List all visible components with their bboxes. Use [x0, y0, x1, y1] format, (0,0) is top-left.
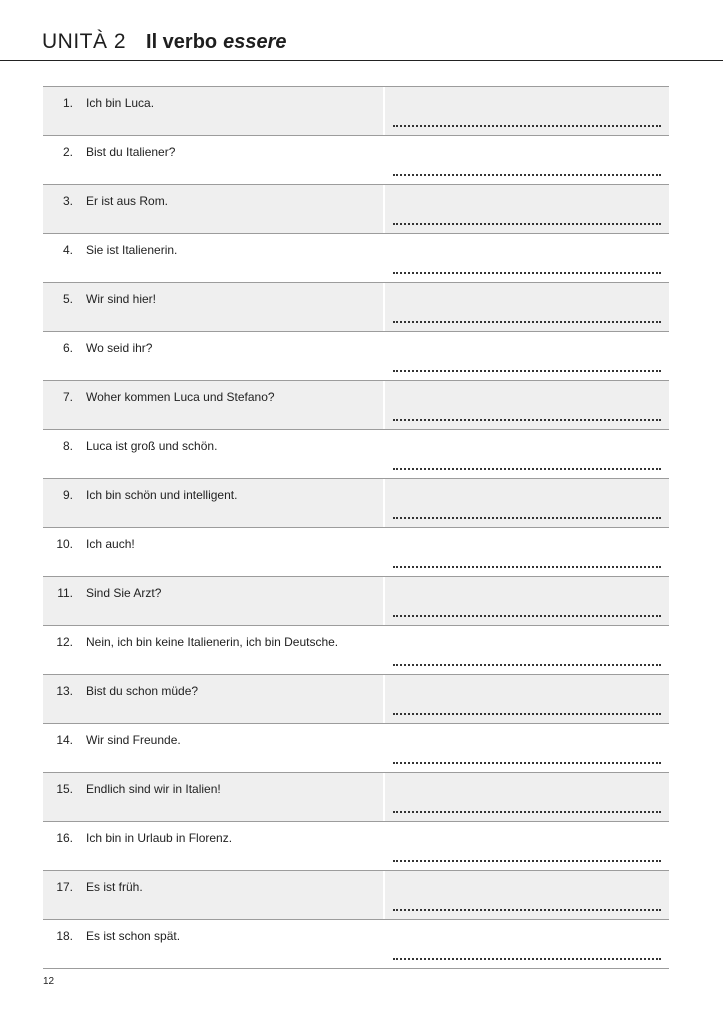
answer-dotted-line[interactable] — [393, 370, 661, 372]
exercise-sentence: Endlich sind wir in Italien! — [86, 782, 221, 796]
exercise-number: 6. — [62, 341, 73, 355]
exercise-sentence: Nein, ich bin keine Italienerin, ich bin Deutsche. — [86, 635, 339, 649]
exercise-row — [43, 185, 669, 234]
page-header — [42, 30, 287, 60]
exercise-sentence: Er ist aus Rom. — [86, 194, 169, 208]
exercise-sentence: Es ist schon spät. — [86, 929, 181, 943]
exercise-number: 4. — [62, 243, 73, 257]
answer-cell[interactable] — [383, 528, 669, 576]
answer-cell[interactable] — [383, 430, 669, 478]
exercise-number: 16. — [56, 831, 73, 845]
answer-cell[interactable] — [383, 822, 669, 870]
prompt-cell — [43, 234, 383, 282]
exercise-row — [43, 528, 669, 577]
exercise-row — [43, 381, 669, 430]
page-number: 12 — [43, 976, 55, 987]
prompt-cell — [43, 479, 383, 527]
answer-dotted-line[interactable] — [393, 713, 661, 715]
prompt-cell — [43, 675, 383, 723]
answer-cell[interactable] — [383, 675, 669, 723]
page-title — [146, 31, 287, 54]
prompt-cell — [43, 577, 383, 625]
title-plain: Il verbo — [146, 31, 218, 53]
exercise-number: 13. — [56, 684, 73, 698]
exercise-row — [43, 234, 669, 283]
prompt-cell — [43, 430, 383, 478]
exercise-number: 12. — [56, 635, 73, 649]
exercise-number: 14. — [56, 733, 73, 747]
answer-dotted-line[interactable] — [393, 566, 661, 568]
exercise-sentence: Bist du Italiener? — [86, 145, 176, 159]
answer-cell[interactable] — [383, 773, 669, 821]
exercise-sentence: Ich bin in Urlaub in Florenz. — [86, 831, 233, 845]
exercise-row — [43, 332, 669, 381]
answer-dotted-line[interactable] — [393, 272, 661, 274]
exercise-number: 15. — [56, 782, 73, 796]
prompt-cell — [43, 822, 383, 870]
answer-cell[interactable] — [383, 87, 669, 135]
answer-dotted-line[interactable] — [393, 762, 661, 764]
exercise-row — [43, 283, 669, 332]
exercise-sentence: Es ist früh. — [86, 880, 143, 894]
prompt-cell — [43, 136, 383, 184]
unit-label: UNITÀ 2 — [42, 30, 127, 53]
exercise-row — [43, 773, 669, 822]
answer-cell[interactable] — [383, 577, 669, 625]
answer-cell[interactable] — [383, 332, 669, 380]
answer-dotted-line[interactable] — [393, 909, 661, 911]
prompt-cell — [43, 626, 383, 674]
exercise-sentence: Wir sind Freunde. — [86, 733, 181, 747]
answer-dotted-line[interactable] — [393, 468, 661, 470]
exercise-sentence: Sie ist Italienerin. — [86, 243, 178, 257]
exercise-table — [43, 86, 669, 969]
exercise-number: 2. — [62, 145, 73, 159]
answer-dotted-line[interactable] — [393, 811, 661, 813]
exercise-row — [43, 626, 669, 675]
exercise-number: 17. — [56, 880, 73, 894]
exercise-row — [43, 920, 669, 969]
exercise-sentence: Sind Sie Arzt? — [86, 586, 162, 600]
exercise-number: 1. — [62, 96, 73, 110]
exercise-number: 11. — [57, 586, 73, 600]
exercise-number: 10. — [56, 537, 73, 551]
prompt-cell — [43, 185, 383, 233]
exercise-row — [43, 479, 669, 528]
answer-dotted-line[interactable] — [393, 517, 661, 519]
exercise-row — [43, 871, 669, 920]
exercise-row — [43, 724, 669, 773]
exercise-number: 8. — [62, 439, 73, 453]
exercise-sentence: Luca ist groß und schön. — [86, 439, 218, 453]
prompt-cell — [43, 724, 383, 772]
answer-dotted-line[interactable] — [393, 664, 661, 666]
answer-dotted-line[interactable] — [393, 125, 661, 127]
prompt-cell — [43, 87, 383, 135]
prompt-cell — [43, 920, 383, 968]
exercise-number: 3. — [62, 194, 73, 208]
prompt-cell — [43, 528, 383, 576]
title-italic: essere — [223, 31, 287, 53]
exercise-sentence: Wo seid ihr? — [86, 341, 153, 355]
answer-cell[interactable] — [383, 136, 669, 184]
answer-dotted-line[interactable] — [393, 419, 661, 421]
prompt-cell — [43, 381, 383, 429]
answer-dotted-line[interactable] — [393, 174, 661, 176]
answer-dotted-line[interactable] — [393, 615, 661, 617]
exercise-row — [43, 675, 669, 724]
answer-cell[interactable] — [383, 479, 669, 527]
prompt-cell — [43, 871, 383, 919]
exercise-row — [43, 136, 669, 185]
exercise-row — [43, 822, 669, 871]
answer-cell[interactable] — [383, 381, 669, 429]
answer-dotted-line[interactable] — [393, 958, 661, 960]
answer-cell[interactable] — [383, 871, 669, 919]
exercise-number: 9. — [62, 488, 73, 502]
answer-cell[interactable] — [383, 920, 669, 968]
exercise-row — [43, 87, 669, 136]
answer-cell[interactable] — [383, 185, 669, 233]
exercise-number: 7. — [62, 390, 73, 404]
answer-cell[interactable] — [383, 724, 669, 772]
header-divider — [0, 60, 723, 61]
answer-cell[interactable] — [383, 283, 669, 331]
answer-cell[interactable] — [383, 234, 669, 282]
exercise-number: 18. — [56, 929, 73, 943]
exercise-sentence: Wir sind hier! — [86, 292, 157, 306]
exercise-sentence: Ich bin schön und intelligent. — [86, 488, 238, 502]
exercise-sentence: Ich auch! — [86, 537, 135, 551]
answer-dotted-line[interactable] — [393, 860, 661, 862]
answer-dotted-line[interactable] — [393, 223, 661, 225]
exercise-sentence: Bist du schon müde? — [86, 684, 199, 698]
prompt-cell — [43, 283, 383, 331]
answer-cell[interactable] — [383, 626, 669, 674]
exercise-row — [43, 430, 669, 479]
answer-dotted-line[interactable] — [393, 321, 661, 323]
exercise-number: 5. — [62, 292, 73, 306]
exercise-sentence: Woher kommen Luca und Stefano? — [86, 390, 275, 404]
prompt-cell — [43, 773, 383, 821]
prompt-cell — [43, 332, 383, 380]
exercise-row — [43, 577, 669, 626]
exercise-sentence: Ich bin Luca. — [86, 96, 155, 110]
